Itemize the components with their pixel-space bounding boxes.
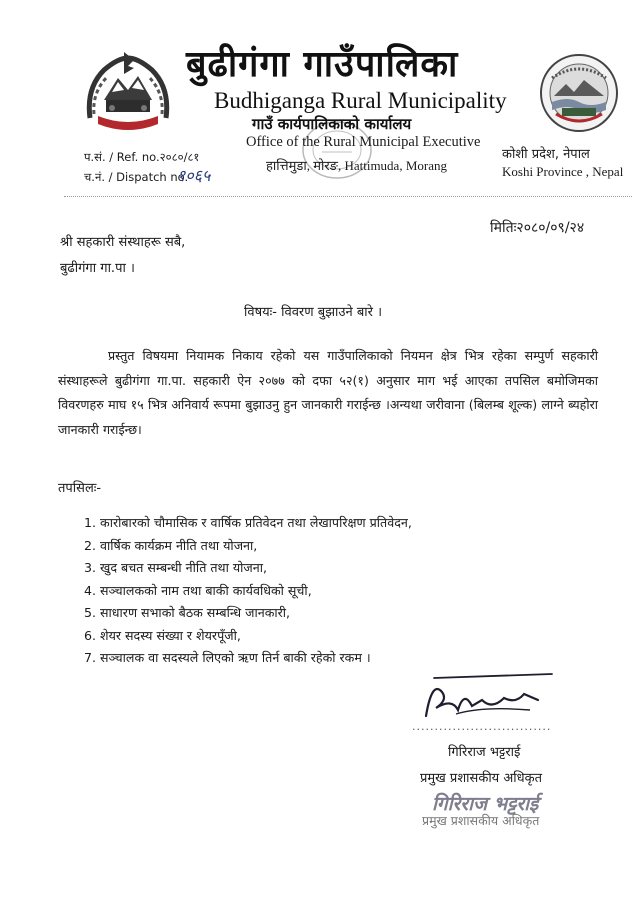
list-item: 3. खुद बचत सम्बन्धी नीति तथा योजना,	[84, 560, 268, 575]
list-item: 1. कारोबारको चौमासिक र वार्षिक प्रतिवेदन तथा लेखापरिक्षण प्रतिवेदन,	[84, 515, 412, 530]
municipality-seal-icon	[538, 52, 620, 138]
municipality-name-nepali: बुढीगंगा गाउँपालिका	[186, 44, 459, 85]
signatory-designation: प्रमुख प्रशासकीय अधिकृत	[420, 771, 543, 786]
nepal-emblem-icon	[82, 48, 174, 142]
dispatch-number: १०६५	[177, 166, 211, 185]
list-item: 7. सञ्चालक वा सदस्यले लिएको ऋण तिर्न बाकी रहेको रकम ।	[84, 650, 371, 665]
signature-line: ...............................	[412, 720, 552, 733]
designation-stamp: प्रमुख प्रशासकीय अधिकृत	[422, 813, 540, 828]
province-english: Koshi Province , Nepal	[502, 164, 624, 179]
municipality-name-english: Budhiganga Rural Municipality	[214, 88, 507, 113]
header-divider	[64, 196, 632, 197]
list-item: 5. साधारण सभाको बैठक सम्बन्धि जानकारी,	[84, 605, 291, 620]
letter-body: प्रस्तुत विषयमा नियामक निकाय रहेको यस गाउँपालिकाको नियमन क्षेत्र भित्र रहेका सम्पुर्ण सहकारी संस्थाहरूले बुढीगंगा गा.पा. सहकारी ऐन २०७७ को दफा ५२(१) अनुसार माग भई आएका तपसिल बमोजिमका विवरणहरु माघ १५ भित्र अनिवार्य रूपमा बुझाउनु हुन जानकारी गराईन्छ ।अन्यथा जरीवाना (बिलम्ब शूल्क) लाग्ने ब्यहोरा जानकारी गराईन्छ।	[58, 348, 598, 437]
details-list	[84, 512, 412, 670]
name-stamp: गिरिराज भट्टराई	[432, 793, 539, 815]
office-name-nepali: गाउँ कार्यपालिकाको कार्यालय	[252, 115, 412, 133]
list-item: 6. शेयर सदस्य संख्या र शेयरपूँजी,	[84, 627, 241, 643]
reference-number: प.सं. / Ref. no.२०८०/८१	[84, 150, 200, 164]
office-address: हात्तिमुडा, मोरङ, Hattimuda, Morang	[266, 158, 447, 173]
office-name-english: Office of the Rural Municipal Executive	[246, 134, 481, 150]
province-nepali: कोशी प्रदेश, नेपाल	[502, 147, 590, 162]
letter-subject: विषयः- विवरण बुझाउने बारे ।	[244, 305, 383, 320]
letter-date: मितिः२०८०/०९/२४	[490, 220, 585, 236]
list-item: 4. सञ्चालकको नाम तथा बाकी कार्यवधिको सूची,	[84, 582, 312, 598]
signatory-name: गिरिराज भट्टराई	[448, 745, 521, 760]
recipient-line-2: बुढीगंगा गा.पा ।	[60, 261, 135, 276]
list-item: 2. वार्षिक कार्यक्रम नीति तथा योजना,	[84, 537, 258, 553]
details-heading: तपसिलः-	[58, 481, 102, 496]
dispatch-label: च.नं. / Dispatch no.	[84, 170, 189, 184]
recipient-line-1: श्री सहकारी संस्थाहरू सबै,	[60, 235, 186, 250]
